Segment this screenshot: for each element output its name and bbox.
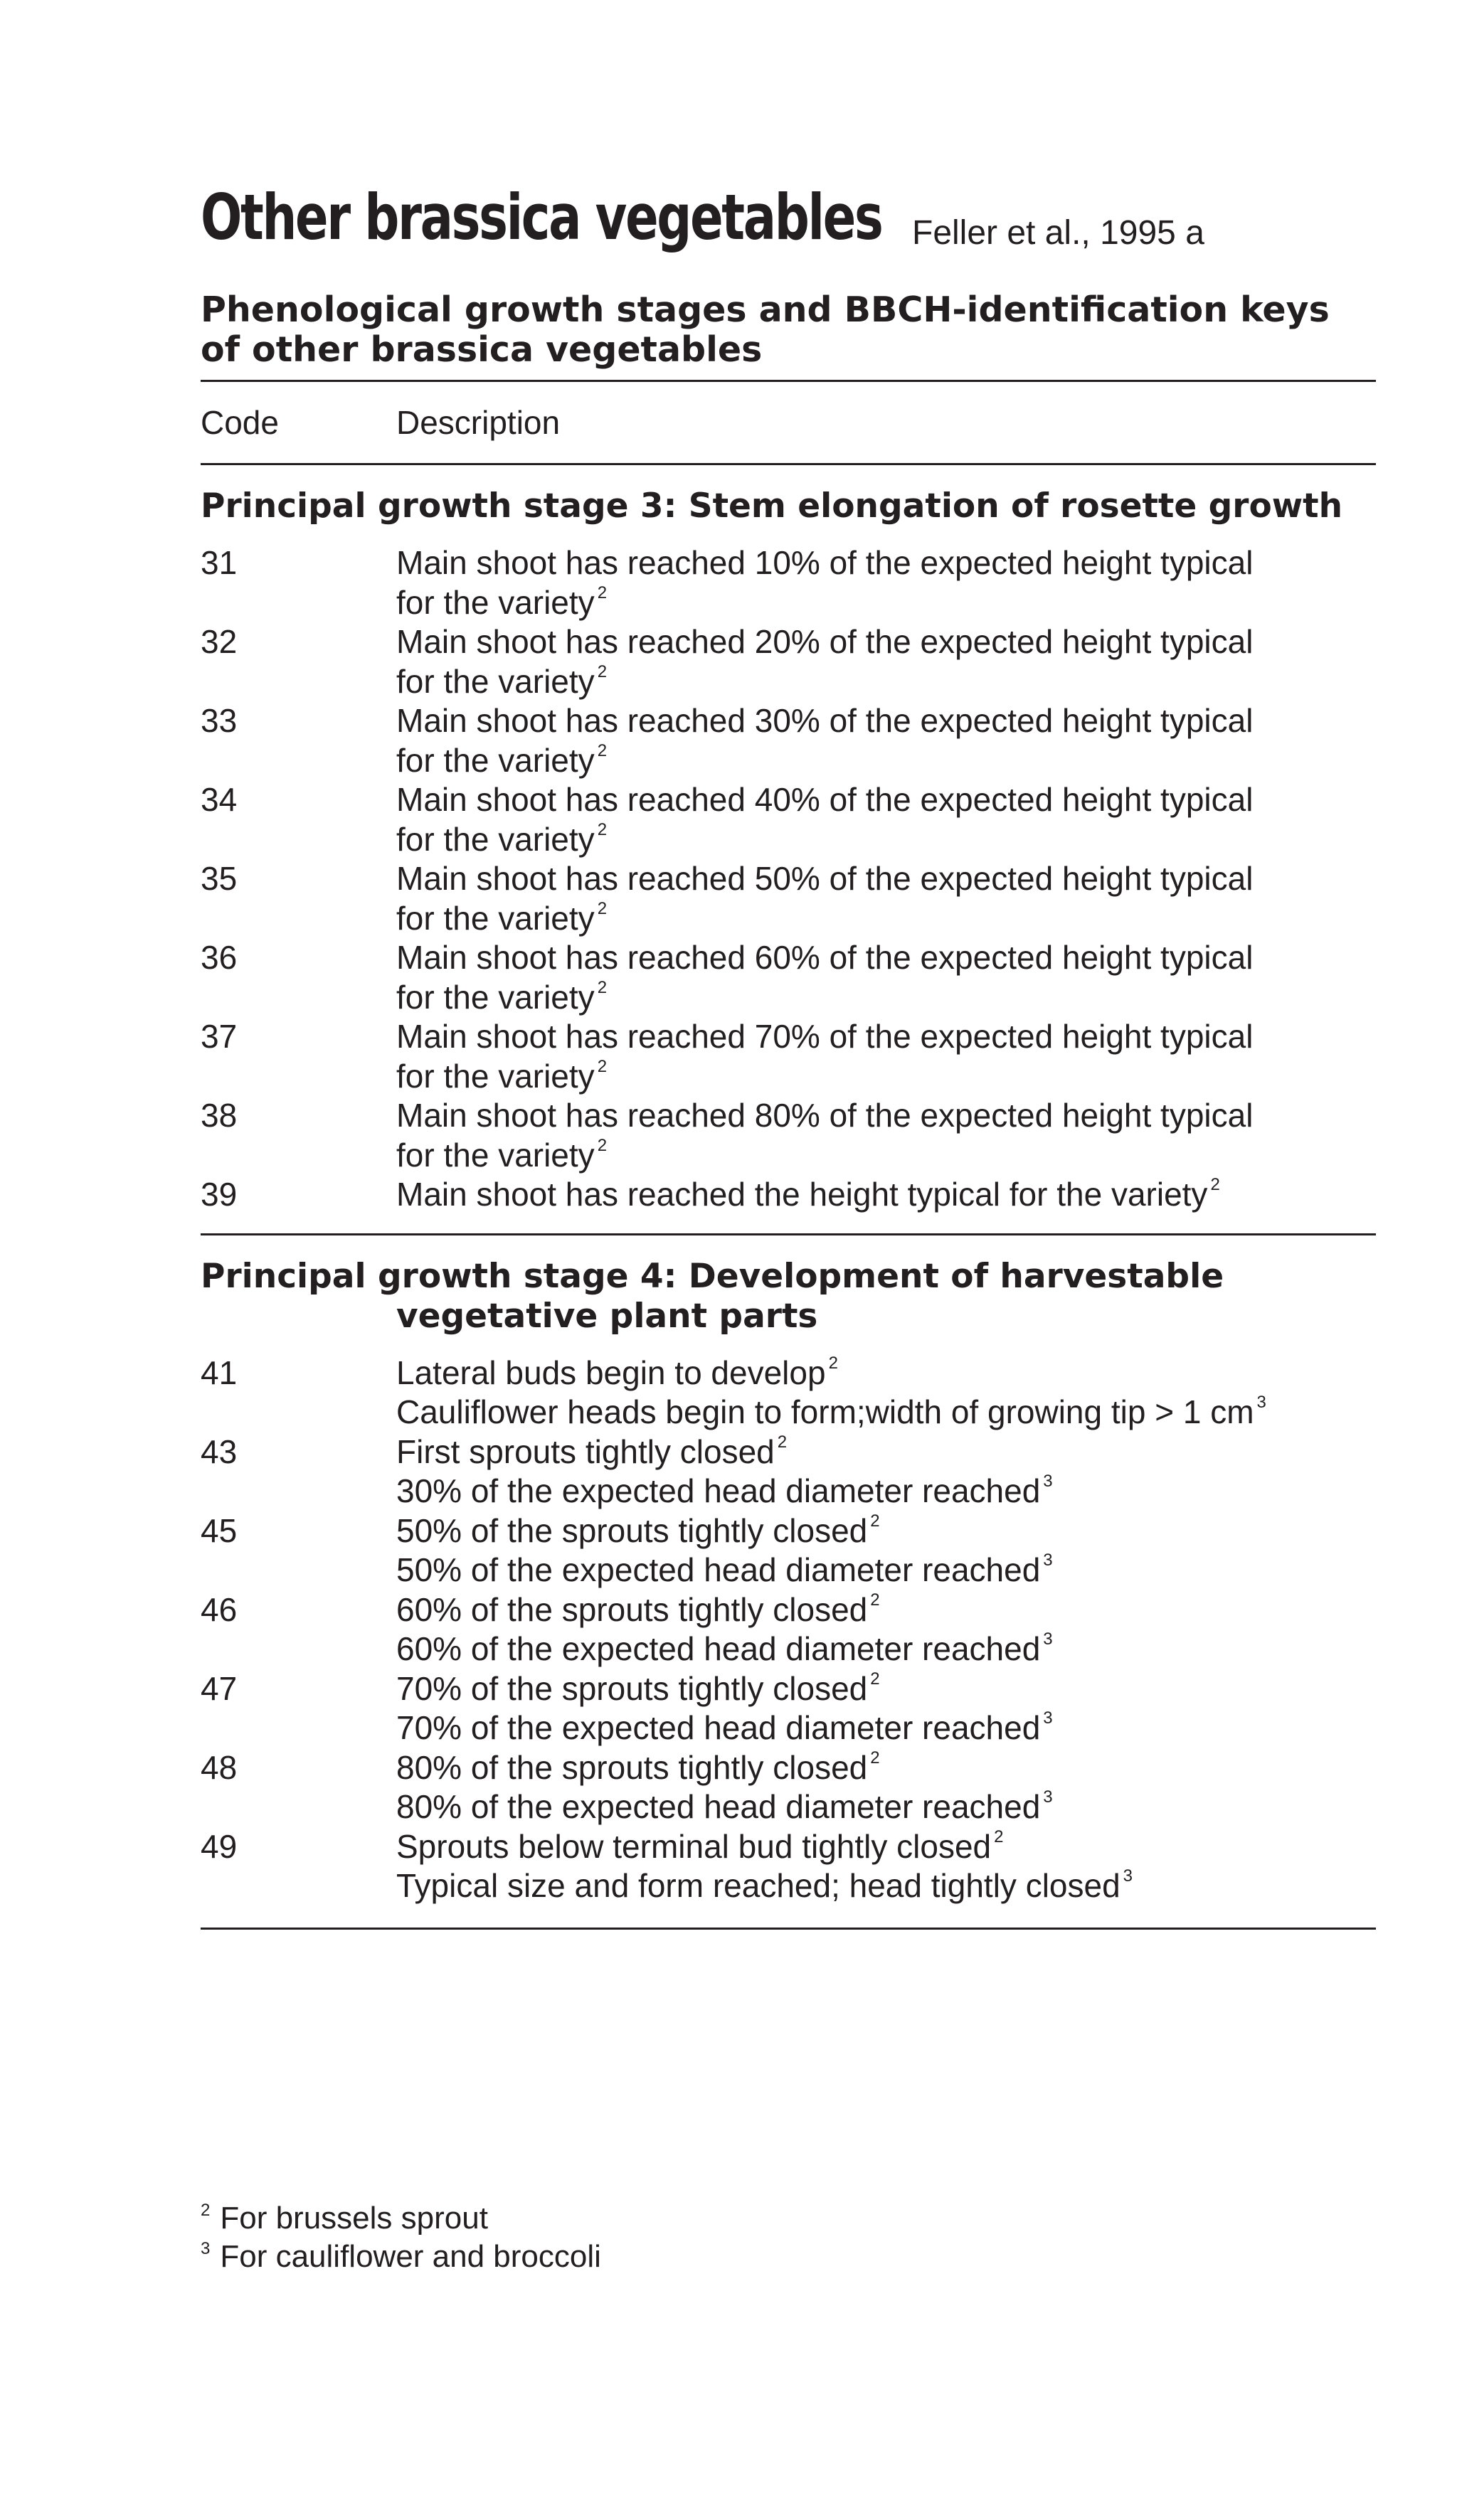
footnotes	[201, 2199, 601, 2276]
document-page	[201, 181, 1376, 1930]
stage-3-title: Principal growth stage 3: Stem elongation of rosette growth	[201, 487, 1343, 526]
row-code: 43	[201, 1432, 238, 1470]
description-line	[396, 1787, 1376, 1827]
column-header-code: Code	[201, 404, 279, 441]
row-code: 34	[201, 781, 238, 818]
description-text: 70% of the sprouts tightly closed	[396, 1669, 868, 1707]
row-description	[396, 938, 1376, 1017]
description-line	[396, 1136, 1376, 1176]
row-description	[396, 859, 1376, 938]
row-code: 37	[201, 1018, 238, 1055]
row-description	[396, 780, 1376, 859]
description-line	[396, 1096, 1376, 1136]
description-line	[396, 1354, 1376, 1393]
table-row	[201, 780, 1376, 859]
footnote-text: For cauliflower and broccoli	[220, 2239, 601, 2274]
stage-4-title-line2: vegetative plant parts	[396, 1296, 818, 1336]
row-code: 47	[201, 1669, 238, 1707]
row-description	[396, 622, 1376, 701]
description-text: for the variety	[396, 1136, 595, 1174]
row-description	[396, 1748, 1376, 1827]
footnote	[201, 2238, 601, 2276]
footnote-marker: 2	[870, 1590, 880, 1610]
table-row	[201, 938, 1376, 1017]
table-row	[201, 1590, 1376, 1669]
description-line	[396, 1708, 1376, 1748]
description-line	[396, 780, 1376, 820]
row-description	[396, 1590, 1376, 1669]
row-description	[396, 1354, 1376, 1432]
table-row	[201, 1096, 1376, 1175]
row-description	[396, 1175, 1376, 1215]
row-code: 32	[201, 623, 238, 660]
stage-4-rows	[201, 1354, 1376, 1906]
table-row	[201, 543, 1376, 622]
footnote-marker: 2	[870, 1748, 880, 1767]
description-line	[396, 1057, 1376, 1097]
description-line	[396, 622, 1376, 662]
row-code: 36	[201, 939, 238, 976]
footnote-marker: 2	[777, 1432, 788, 1452]
description-text: 30% of the expected head diameter reached	[396, 1472, 1041, 1509]
row-code: 31	[201, 544, 238, 581]
row-code: 33	[201, 702, 238, 739]
footnote-mark: 2	[201, 2201, 211, 2220]
description-line	[396, 899, 1376, 939]
description-text: 80% of the expected head diameter reached	[396, 1788, 1041, 1825]
table-row	[201, 1827, 1376, 1906]
description-text: Cauliflower heads begin to form;width of growing tip > 1 cm	[396, 1393, 1254, 1430]
footnote-marker: 2	[870, 1669, 880, 1689]
footnote-marker: 2	[597, 583, 608, 602]
row-description	[396, 1669, 1376, 1748]
description-line	[396, 1472, 1376, 1511]
description-line	[396, 583, 1376, 623]
description-line	[396, 1827, 1376, 1867]
description-text: for the variety	[396, 820, 595, 858]
description-line	[396, 662, 1376, 702]
row-description	[396, 701, 1376, 780]
footnote-marker: 3	[1043, 1551, 1053, 1570]
description-text: Main shoot has reached 70% of the expected height typical	[396, 1018, 1254, 1055]
description-text: 70% of the expected head diameter reached	[396, 1709, 1041, 1746]
footnote-mark: 3	[201, 2239, 211, 2258]
description-line	[396, 1175, 1376, 1215]
footnote-marker: 2	[597, 740, 608, 760]
footnote-marker: 2	[597, 1135, 608, 1155]
description-line	[396, 1551, 1376, 1590]
page-title: Other brassica vegetables	[201, 181, 882, 254]
table-row	[201, 1511, 1376, 1590]
footnote-marker: 2	[597, 1056, 608, 1076]
row-description	[396, 1511, 1376, 1590]
footnote-marker: 2	[994, 1827, 1004, 1846]
description-line	[396, 859, 1376, 899]
description-text: First sprouts tightly closed	[396, 1432, 775, 1470]
row-code: 45	[201, 1511, 238, 1549]
row-code: 46	[201, 1590, 238, 1628]
footnote-marker: 2	[1210, 1175, 1220, 1194]
stage-3-rows	[201, 543, 1376, 1215]
description-line	[396, 978, 1376, 1018]
description-line	[396, 1669, 1376, 1709]
footnote-text: For brussels sprout	[220, 2201, 488, 2235]
table-header	[201, 382, 1376, 463]
description-text: for the variety	[396, 741, 595, 779]
row-code: 39	[201, 1176, 238, 1213]
description-line	[396, 1748, 1376, 1788]
description-text: 50% of the expected head diameter reached	[396, 1551, 1041, 1588]
table-row	[201, 1748, 1376, 1827]
description-text: Main shoot has reached the height typical for the variety	[396, 1176, 1208, 1213]
description-line	[396, 820, 1376, 860]
description-text: for the variety	[396, 583, 595, 621]
column-header-description: Description	[396, 404, 561, 441]
table-row	[201, 1432, 1376, 1511]
footnote-marker: 2	[597, 977, 608, 997]
description-text: for the variety	[396, 899, 595, 937]
row-code: 49	[201, 1827, 238, 1865]
description-line	[396, 1866, 1376, 1906]
description-text: Main shoot has reached 80% of the expected height typical	[396, 1097, 1254, 1134]
description-line	[396, 938, 1376, 978]
row-code: 38	[201, 1097, 238, 1134]
description-text: Main shoot has reached 30% of the expected height typical	[396, 702, 1254, 739]
description-line	[396, 1432, 1376, 1472]
table-row	[201, 622, 1376, 701]
description-text: Main shoot has reached 40% of the expected height typical	[396, 781, 1254, 818]
description-text: Main shoot has reached 60% of the expected height typical	[396, 939, 1254, 976]
description-text: 60% of the sprouts tightly closed	[396, 1590, 868, 1628]
description-text: Main shoot has reached 20% of the expected height typical	[396, 623, 1254, 660]
footnote-marker: 2	[828, 1353, 838, 1373]
footnote-marker: 3	[1043, 1708, 1053, 1728]
description-line	[396, 1393, 1376, 1432]
description-line	[396, 1630, 1376, 1669]
page-subtitle: Phenological growth stages and BBCH-identification keys of other brassica vegetables	[201, 289, 1330, 370]
description-line	[396, 1017, 1376, 1057]
description-line	[396, 1590, 1376, 1630]
table-row	[201, 1175, 1376, 1215]
table-row	[201, 701, 1376, 780]
description-text: 60% of the expected head diameter reached	[396, 1630, 1041, 1667]
description-text: Typical size and form reached; head tightly closed	[396, 1867, 1120, 1904]
stage-4-title	[201, 1257, 1376, 1336]
description-text: Main shoot has reached 10% of the expected height typical	[396, 544, 1254, 581]
footnote-marker: 3	[1123, 1866, 1133, 1886]
description-text: for the variety	[396, 978, 595, 1016]
description-text: Sprouts below terminal bud tightly closed	[396, 1827, 992, 1865]
description-line	[396, 741, 1376, 781]
footnote-marker: 2	[597, 898, 608, 918]
row-code: 35	[201, 860, 238, 897]
footnote-marker: 2	[597, 819, 608, 839]
description-text: 50% of the sprouts tightly closed	[396, 1511, 868, 1549]
title-line	[201, 181, 1376, 254]
row-description	[396, 1432, 1376, 1511]
footnote-marker: 3	[1043, 1787, 1053, 1807]
table-row	[201, 1354, 1376, 1432]
row-code: 41	[201, 1354, 238, 1391]
row-code: 48	[201, 1748, 238, 1786]
description-line	[396, 543, 1376, 583]
row-description	[396, 543, 1376, 622]
footnote-marker: 2	[597, 661, 608, 681]
row-description	[396, 1827, 1376, 1906]
footnote	[201, 2199, 601, 2238]
description-text: for the variety	[396, 1057, 595, 1095]
description-line	[396, 701, 1376, 741]
table-row	[201, 1017, 1376, 1096]
author-citation: Feller et al., 1995 a	[912, 214, 1204, 252]
row-description	[396, 1017, 1376, 1096]
description-text: for the variety	[396, 662, 595, 700]
description-text: Main shoot has reached 50% of the expected height typical	[396, 860, 1254, 897]
table-row	[201, 859, 1376, 938]
footnote-marker: 3	[1043, 1472, 1053, 1491]
stage-4-rule	[201, 1928, 1376, 1930]
stage-3-rule	[201, 1233, 1376, 1235]
description-line	[396, 1511, 1376, 1551]
row-description	[396, 1096, 1376, 1175]
header-rule	[201, 463, 1376, 465]
stage-4-title-line1: Principal growth stage 4: Development of harvestable	[201, 1256, 1224, 1296]
description-text: 80% of the sprouts tightly closed	[396, 1748, 868, 1786]
table-row	[201, 1669, 1376, 1748]
description-text: Lateral buds begin to develop	[396, 1354, 826, 1391]
footnote-marker: 3	[1256, 1393, 1266, 1412]
footnote-marker: 3	[1043, 1630, 1053, 1649]
footnote-marker: 2	[870, 1511, 880, 1531]
